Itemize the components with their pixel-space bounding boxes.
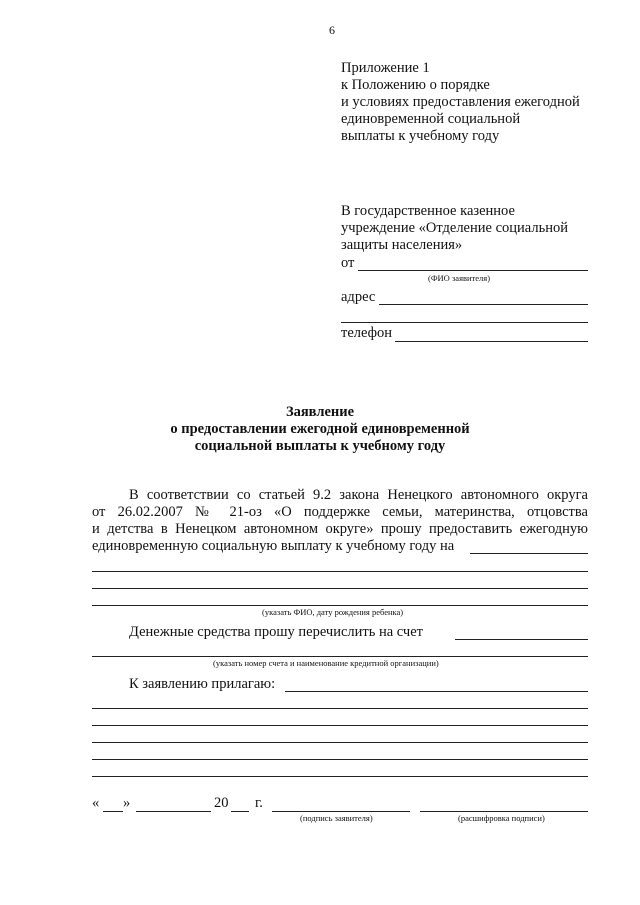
title-line: социальной выплаты к учебному году [194,438,446,454]
child-hint: (указать ФИО, дату рождения ребенка) [262,607,404,617]
body-line: от 26.02.2007 № 21-оз «О поддержке семьи, материнства, отцовства [92,504,588,520]
decode-hint: (расшифровка подписи) [458,813,545,823]
account-field[interactable] [455,639,588,640]
attach-field-4[interactable] [92,742,588,743]
appendix-line: выплаты к учебному году [341,128,500,144]
appendix-line: к Положению о порядке [341,77,490,93]
from-hint: (ФИО заявителя) [428,273,491,283]
addressee-block [341,203,568,254]
body-line: В соответствии со статьей 9.2 закона Ненецкого автономного округа [129,487,588,503]
attach-field-2[interactable] [92,708,588,709]
from-field[interactable] [358,270,588,271]
addressee-line: учреждение «Отделение социальной [341,220,568,236]
date-month-field[interactable] [136,811,211,812]
address-field[interactable] [379,304,588,305]
appendix-line: Приложение 1 [341,60,430,76]
attach-field-5[interactable] [92,759,588,760]
page-number: 6 [329,23,335,37]
appendix-line: единовременной социальной [341,111,521,127]
date-year-field[interactable] [231,811,249,812]
attach-field[interactable] [285,691,588,692]
date-quote-close: » [123,795,131,811]
appendix-line: и условиях предоставления ежегодной [341,94,580,110]
phone-field[interactable] [395,341,588,342]
attach-text: К заявлению прилагаю: [129,676,276,692]
account-text: Денежные средства прошу перечислить на счет [129,624,423,640]
date-quote-open: « [92,795,100,811]
account-hint: (указать номер счета и наименование кредитной организации) [213,658,439,668]
address-field-2[interactable] [341,322,588,323]
document-title [0,404,640,455]
attach-field-6[interactable] [92,776,588,777]
title-line: Заявление [285,404,355,420]
child-field-3[interactable] [92,588,588,589]
phone-label: телефон [341,325,393,341]
decode-field[interactable] [420,811,588,812]
signature-field[interactable] [272,811,410,812]
year-suffix: г. [255,795,263,811]
body-paragraph [92,487,588,555]
title-line: о предоставлении ежегодной единовременной [170,421,470,437]
signature-hint: (подпись заявителя) [300,813,373,823]
year-prefix: 20 [214,795,229,811]
body-line: единовременную социальную выплату к учебному году на [92,538,455,554]
from-label: от [341,255,355,271]
attach-field-3[interactable] [92,725,588,726]
account-field-2[interactable] [92,656,588,657]
child-field[interactable] [470,553,588,554]
child-field-2[interactable] [92,571,588,572]
address-label: адрес [341,289,376,305]
date-day-field[interactable] [103,811,123,812]
child-field-4[interactable] [92,605,588,606]
body-line: и детства в Ненецком автономном округе» прошу предоставить ежегодную [92,521,588,537]
addressee-line: В государственное казенное [341,203,515,219]
appendix-block [341,60,580,145]
addressee-line: защиты населения» [341,237,463,253]
